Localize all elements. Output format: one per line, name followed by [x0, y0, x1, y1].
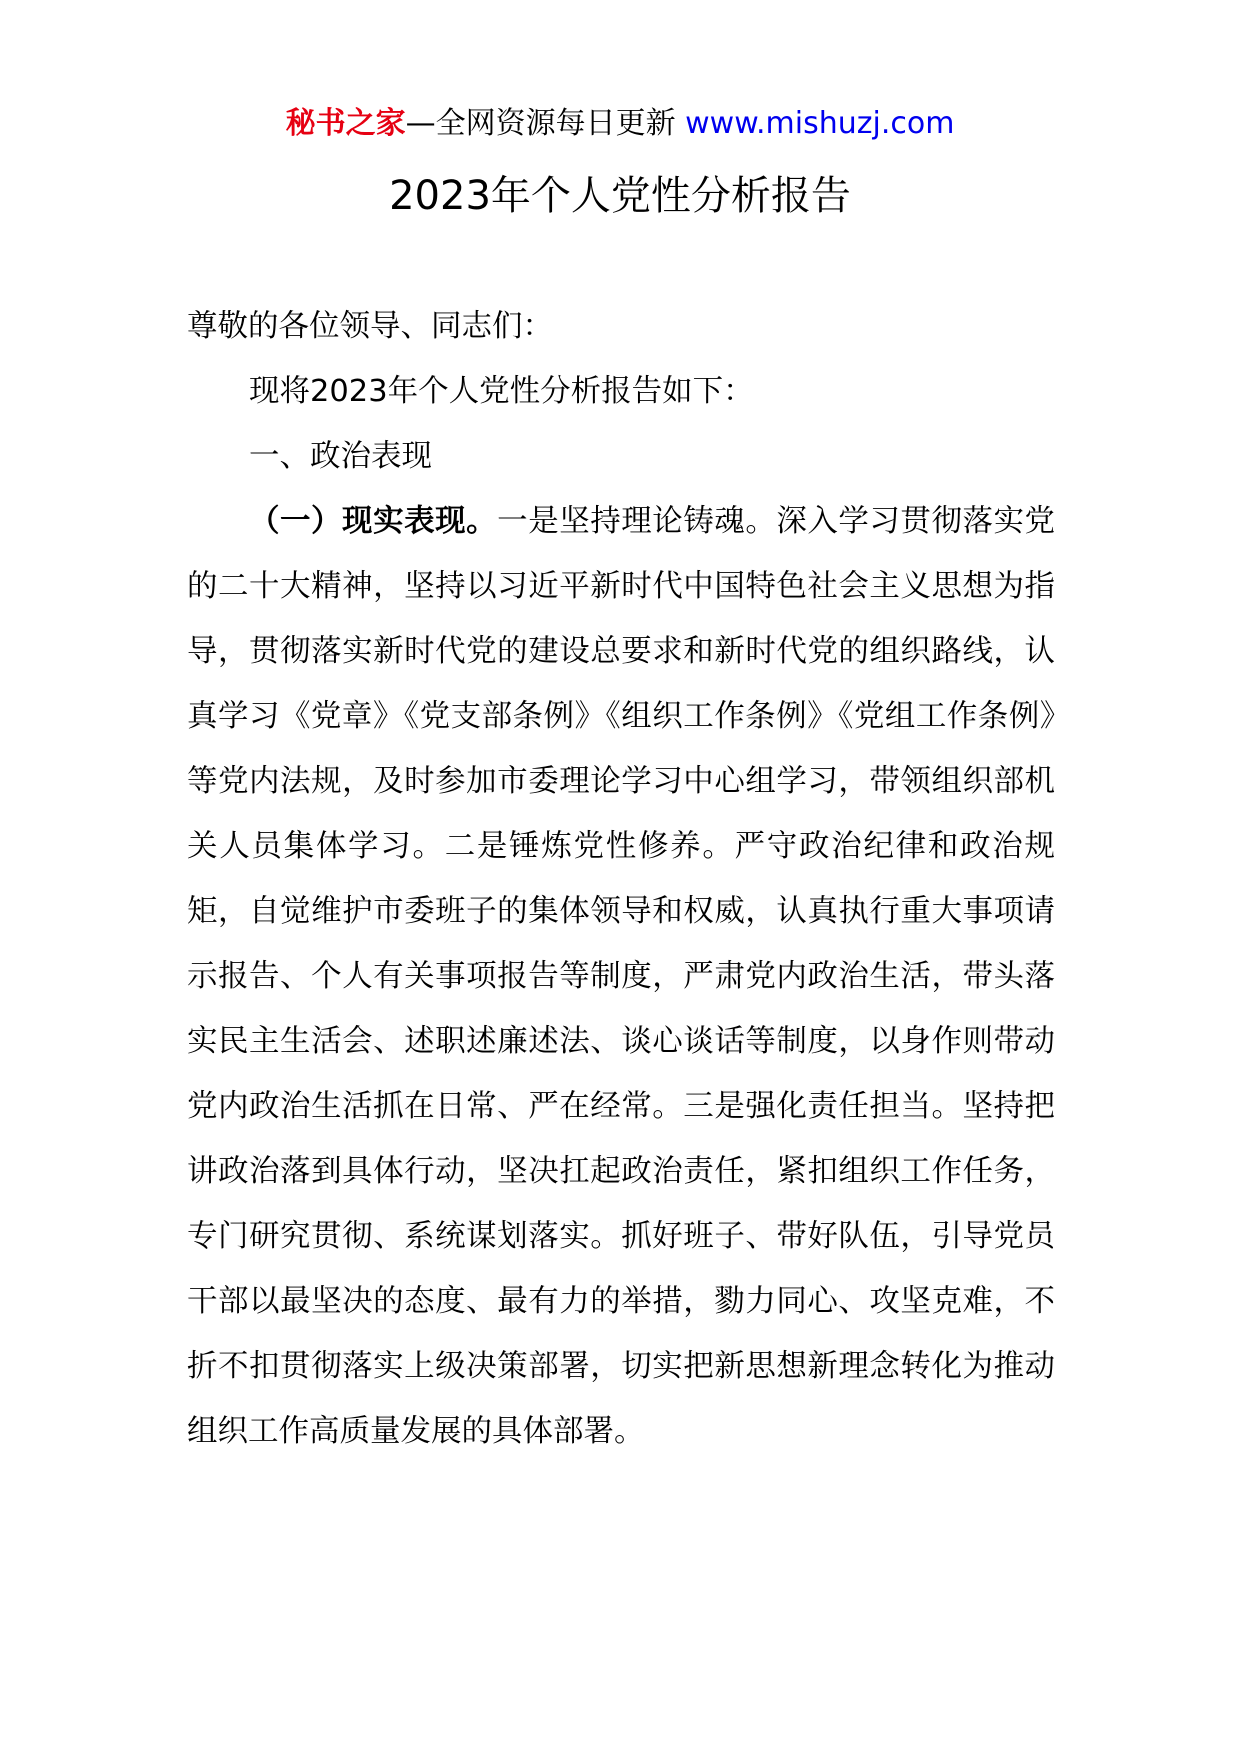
website-link[interactable]: www.mishuzj.com: [685, 106, 955, 141]
document-body: [187, 294, 1055, 1464]
site-header: [0, 100, 1240, 148]
subsection-text: 一是坚持理论铸魂。深入学习贯彻落实党的二十大精神，坚持以习近平新时代中国特色社会主义思想为指导，贯彻落实新时代党的建设总要求和新时代党的组织路线，认真学习《党章》《党支部条例》《组织工作条例》《党组工作条例》等党内法规，及时参加市委理论学习中心组学习，带领组织部机关人员集体学习。二是锤炼党性修养。严守政治纪律和政治规矩，自觉维护市委班子的集体领导和权威，认真执行重大事项请示报告、个人有关事项报告等制度，严肃党内政治生活，带头落实民主生活会、述职述廉述法、谈心谈话等制度，以身作则带动党内政治生活抓在日常、严在经常。三是强化责任担当。坚持把讲政治落到具体行动，坚决扛起政治责任，紧扣组织工作任务，专门研究贯彻、系统谋划落实。抓好班子、带好队伍，引导党员干部以最坚决的态度、最有力的举措，勠力同心、攻坚克难，不折不扣贯彻落实上级决策部署，切实把新思想新理念转化为推动组织工作高质量发展的具体部署。: [187, 504, 1056, 1449]
header-slogan: —全网资源每日更新: [405, 106, 676, 141]
document-title: 2023年个人党性分析报告: [389, 173, 851, 219]
body-paragraph: [187, 489, 1055, 1464]
intro-paragraph: 现将2023年个人党性分析报告如下：: [249, 374, 754, 409]
brand-name: 秘书之家: [285, 106, 406, 141]
section-heading: 一、政治表现: [249, 439, 432, 474]
subsection-label: （一）现实表现。: [249, 504, 498, 539]
salutation: 尊敬的各位领导、同志们：: [187, 309, 553, 344]
